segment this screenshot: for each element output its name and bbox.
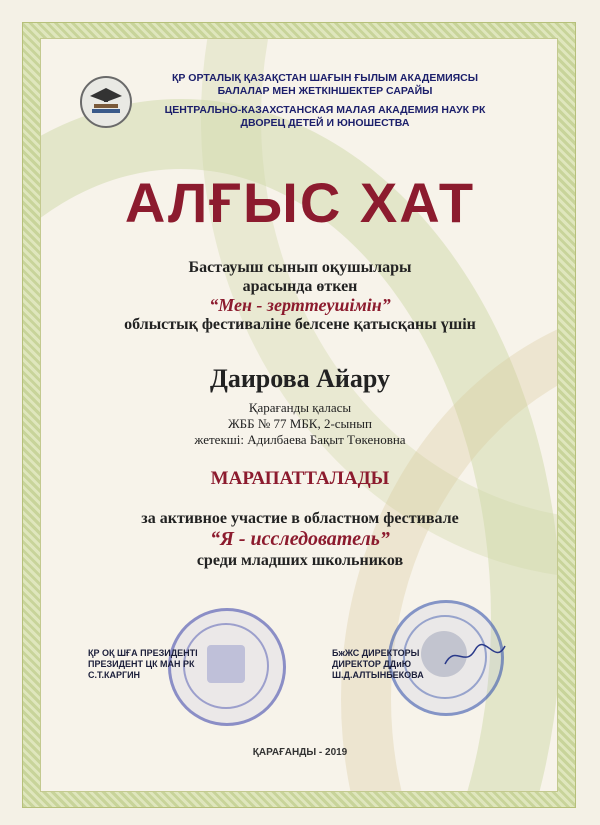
header-line-1: ҚР ОРТАЛЫҚ ҚАЗАҚСТАН ШАҒЫН ҒЫЛЫМ АКАДЕМИЯСЫ (171, 72, 479, 84)
intro-line-2: арасында өткен (242, 278, 358, 295)
ru-line-3: среди младших школьников (196, 552, 404, 569)
sig-right-line-1: БжЖС ДИРЕКТОРЫ (332, 648, 420, 658)
recipient-school: ЖББ № 77 МБК, 2-сынып (228, 416, 372, 431)
intro-line-4: облыстық фестиваліне белсене қатысқаны үшін (124, 316, 476, 333)
intro-block (70, 258, 530, 334)
certificate-title: АЛҒЫС ХАТ (124, 171, 476, 234)
sig-right-line-3: Ш.Д.АЛТЫНБЕКОВА (332, 670, 424, 680)
recipient-mentor: жетекші: Адилбаева Бақыт Төкеновна (194, 432, 406, 447)
awarded-label: МАРАПАТТАЛАДЫ (210, 468, 390, 489)
recipient-details (90, 400, 510, 448)
handwritten-signature (440, 636, 510, 676)
intro-line-1: Бастауыш сынып оқушылары (188, 259, 412, 276)
russian-block (60, 508, 540, 571)
sig-left-line-1: ҚР ОҚ ШҒА ПРЕЗИДЕНТІ (88, 648, 198, 658)
sig-left-line-3: С.Т.КАРГИН (88, 670, 141, 680)
signature-left (88, 648, 258, 681)
footer-city-year: ҚАРАҒАНДЫ - 2019 (252, 747, 348, 758)
academy-header (130, 72, 520, 130)
header-line-3: ЦЕНТРАЛЬНО-КАЗАХСТАНСКАЯ МАЛАЯ АКАДЕМИЯ НАУК РК (164, 104, 486, 116)
academy-logo-icon (80, 76, 132, 128)
sig-left-line-2: ПРЕЗИДЕНТ ЦК МАН РК (88, 659, 195, 669)
festival-name-kz: “Мен - зерттеушімін” (209, 295, 391, 315)
festival-name-ru: “Я - исследователь” (210, 528, 390, 550)
header-line-4: ДВОРЕЦ ДЕТЕЙ И ЮНОШЕСТВА (240, 117, 410, 129)
ru-line-1: за активное участие в областном фестивале (141, 510, 459, 527)
header-line-2: БАЛАЛАР МЕН ЖЕТКІНШЕКТЕР САРАЙЫ (217, 85, 433, 97)
recipient-city: Қарағанды қаласы (248, 400, 352, 415)
recipient-name: Даирова Айару (209, 364, 391, 393)
sig-right-line-2: ДИРЕКТОР ДДиЮ (332, 659, 412, 669)
